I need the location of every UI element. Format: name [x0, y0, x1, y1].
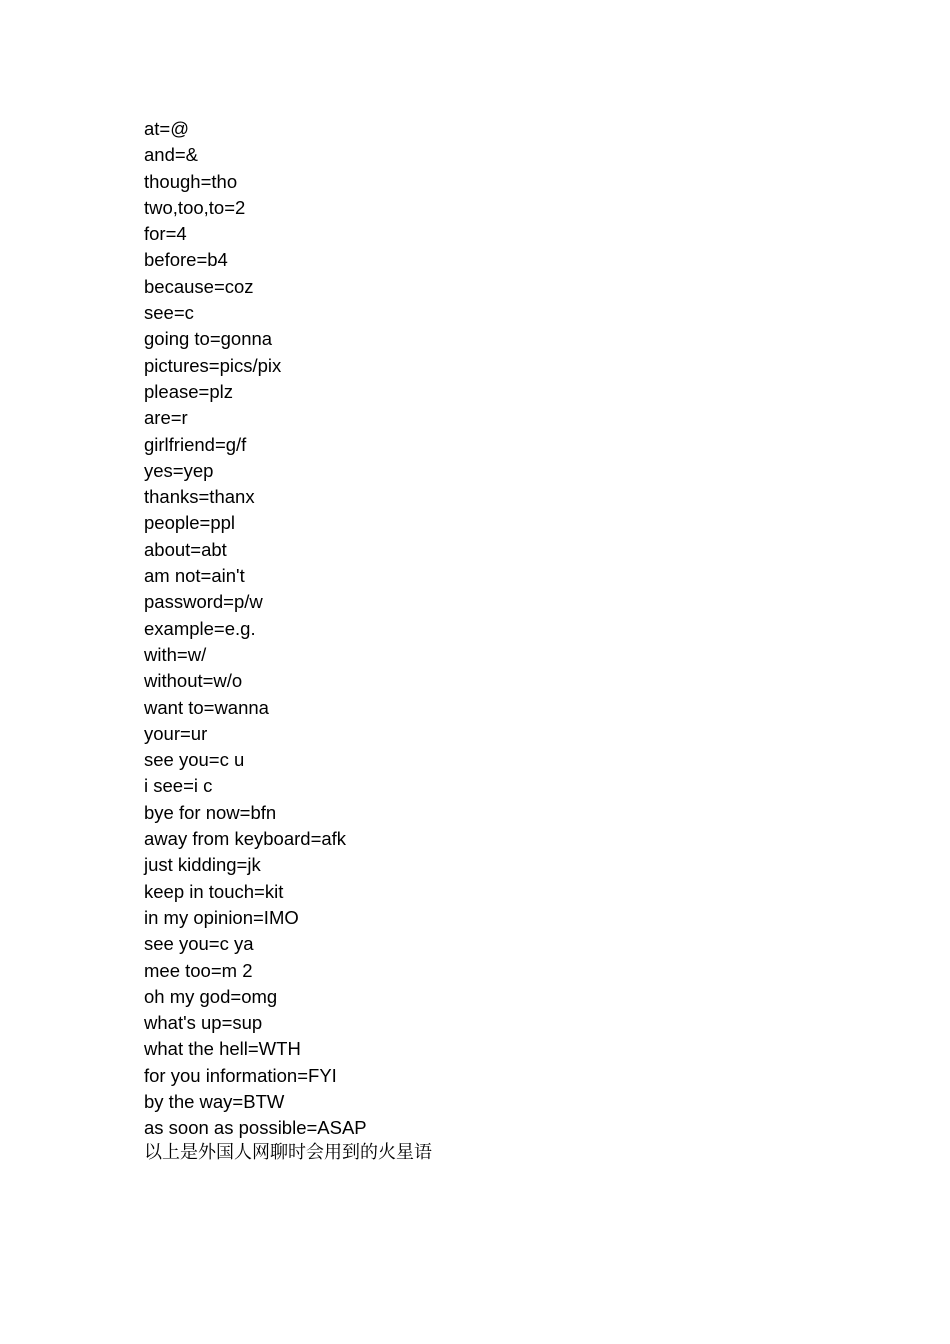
- abbreviation-line: what's up=sup: [144, 1012, 263, 1034]
- abbreviation-line: want to=wanna: [144, 696, 269, 718]
- abbreviation-line: with=w/: [144, 643, 207, 665]
- abbreviation-line: yes=yep: [144, 459, 214, 481]
- abbreviation-line: in my opinion=IMO: [144, 906, 299, 928]
- abbreviation-line: see you=c u: [144, 749, 245, 771]
- abbreviation-line: at=@: [144, 118, 190, 139]
- abbreviation-line: pictures=pics/pix: [144, 354, 282, 376]
- abbreviation-line: just kidding=jk: [144, 854, 261, 876]
- abbreviation-line: two,too,to=2: [144, 196, 246, 218]
- abbreviation-list: [144, 116, 367, 1142]
- abbreviation-line: password=p/w: [144, 591, 263, 613]
- abbreviation-line: about=abt: [144, 538, 227, 560]
- abbreviation-line: thanks=thanx: [144, 486, 255, 508]
- abbreviation-line: by the way=BTW: [144, 1090, 285, 1112]
- abbreviation-line: girlfriend=g/f: [144, 433, 247, 455]
- closing-note: 以上是外国人网聊时会用到的火星语: [144, 1142, 432, 1163]
- abbreviation-line: see you=c ya: [144, 933, 254, 955]
- abbreviation-line: see=c: [144, 302, 194, 324]
- abbreviation-line: please=plz: [144, 380, 233, 402]
- abbreviation-line: and=&: [144, 144, 199, 166]
- abbreviation-line: your=ur: [144, 722, 208, 744]
- abbreviation-line: are=r: [144, 407, 188, 429]
- abbreviation-line: going to=gonna: [144, 328, 273, 350]
- abbreviation-line: though=tho: [144, 170, 238, 192]
- abbreviation-line: mee too=m 2: [144, 959, 253, 981]
- abbreviation-line: away from keyboard=afk: [144, 828, 347, 850]
- abbreviation-line: keep in touch=kit: [144, 880, 284, 902]
- abbreviation-line: because=coz: [144, 275, 254, 297]
- abbreviation-line: as soon as possible=ASAP: [144, 1117, 367, 1139]
- abbreviation-line: i see=i c: [144, 775, 213, 797]
- abbreviation-line: for=4: [144, 223, 187, 245]
- abbreviation-line: for you information=FYI: [144, 1064, 337, 1086]
- abbreviation-line: people=ppl: [144, 512, 236, 534]
- abbreviation-line: what the hell=WTH: [144, 1038, 301, 1060]
- abbreviation-line: oh my god=omg: [144, 985, 278, 1007]
- abbreviation-line: example=e.g.: [144, 617, 256, 639]
- abbreviation-line: without=w/o: [144, 670, 243, 692]
- abbreviation-line: before=b4: [144, 249, 228, 271]
- abbreviation-line: bye for now=bfn: [144, 801, 277, 823]
- abbreviation-line: am not=ain't: [144, 565, 245, 587]
